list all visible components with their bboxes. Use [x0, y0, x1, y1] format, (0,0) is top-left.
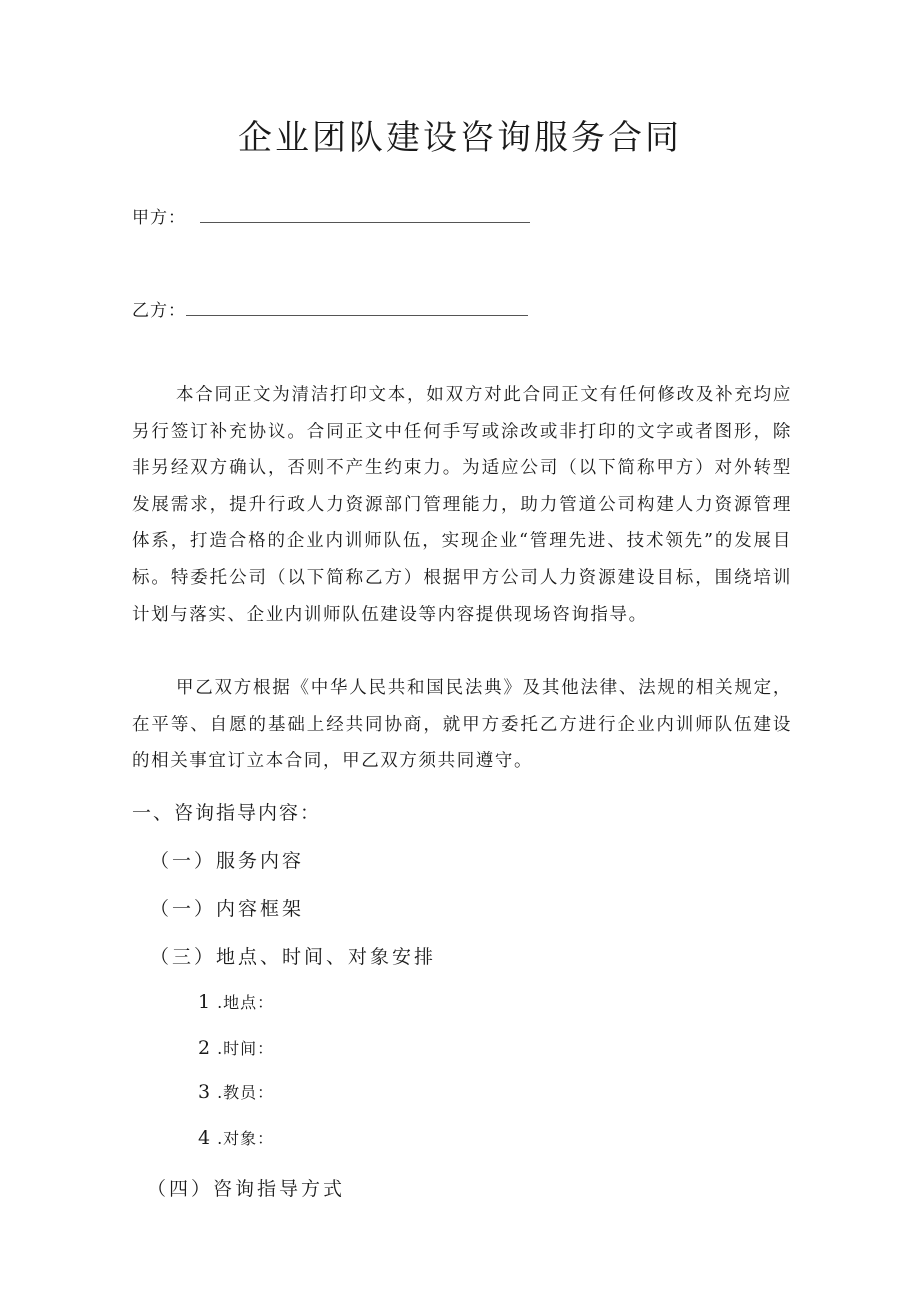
party-b-blank-line	[186, 301, 528, 316]
paragraph-preamble: 本合同正文为清洁打印文本，如双方对此合同正文有任何修改及补充均应另行签订补充协议。合同正文中任何手写或涂改或非打印的文字或者图形，除非另经双方确认，否则不产生约束力。为适应公司（以下简称甲方）对外转型发展需求，提升行政人力资源部门管理能力，助力管道公司构建人力资源管理体系，打造合格的企业内训师队伍，实现企业“管理先进、技术领先”的发展目标。特委托公司（以下简称乙方）根据甲方公司人力资源建设目标，围绕培训计划与落实、企业内训师队伍建设等内容提供现场咨询指导。	[132, 385, 792, 625]
paragraph-basis: 甲乙双方根据《中华人民共和国民法典》及其他法律、法规的相关规定，在平等、自愿的基础上经共同协商，就甲方委托乙方进行企业内训师队伍建设的相关事宜订立本合同，甲乙双方须共同遵守。	[132, 678, 792, 772]
section-heading-consulting-content: 一、咨询指导内容：	[132, 802, 322, 824]
subsection-content-framework: （一）内容框架	[150, 898, 305, 920]
list-item: 4 .对象：	[198, 1127, 275, 1149]
document-title: 企业团队建设咨询服务合同	[238, 118, 682, 158]
party-b-row	[132, 296, 528, 321]
subsection-consulting-method: （四）咨询指导方式	[147, 1178, 346, 1200]
party-b-label: 乙方：	[132, 301, 186, 321]
subsection-service-content: （一）服务内容	[150, 850, 305, 872]
list-item: 1 .地点：	[198, 991, 275, 1013]
list-item: 2 .时间：	[198, 1037, 275, 1059]
party-a-blank-line	[200, 208, 530, 223]
list-item: 3 .教员：	[198, 1081, 275, 1103]
party-a-label: 甲方：	[132, 208, 186, 228]
party-a-row	[132, 203, 530, 228]
subsection-arrangement: （三）地点、时间、对象安排	[150, 946, 437, 968]
